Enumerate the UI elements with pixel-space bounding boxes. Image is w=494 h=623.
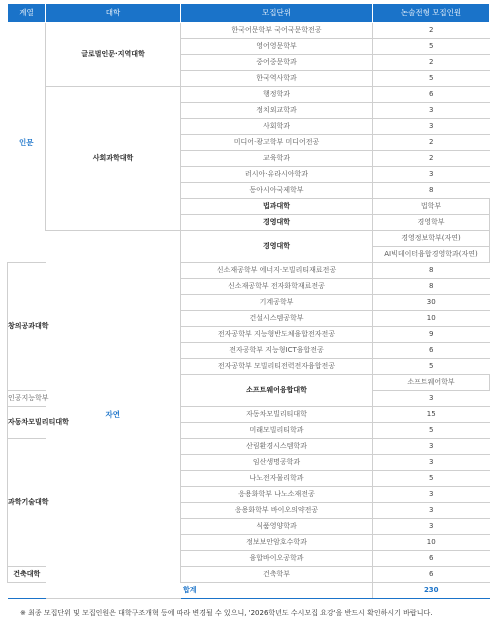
count-cell: 6 <box>373 342 490 358</box>
count-cell: 8 <box>373 278 490 294</box>
footnote: ※ 최종 모집단위 및 모집인원은 대학구조개혁 등에 따라 변경될 수 있으니, '2026학년도 수시모집 요강'을 반드시 확인하시기 바랍니다. <box>20 609 433 617</box>
unit-cell: 인공지능학부 <box>8 390 46 406</box>
count-cell: 10 <box>373 534 490 550</box>
unit-cell: 경영정보학부(자연) <box>373 230 490 246</box>
count-cell: 3 <box>373 166 490 182</box>
count-cell: 3 <box>373 438 490 454</box>
table-row <box>8 86 490 102</box>
college-cell: 사회과학대학 <box>46 86 181 230</box>
count-cell: 30 <box>373 294 490 310</box>
table-header-row <box>8 4 490 22</box>
college-cell: 창의공과대학 <box>8 262 46 390</box>
unit-cell: 신소재공학부 에너지·모빌리티재료전공 <box>181 262 373 278</box>
college-cell: 건축대학 <box>8 566 46 582</box>
count-cell: 9 <box>373 326 490 342</box>
unit-cell: 전자공학부 지능형반도체융합전자전공 <box>181 326 373 342</box>
count-cell: 2 <box>373 54 490 70</box>
unit-cell: AI빅데이터융합경영학과(자연) <box>373 246 490 262</box>
unit-cell: 행정학과 <box>181 86 373 102</box>
count-cell: 2 <box>373 22 490 38</box>
field-cell: 자연 <box>46 230 181 598</box>
unit-cell: 신소재공학부 전자화학재료전공 <box>181 278 373 294</box>
header-college: 대학 <box>46 4 181 22</box>
header-unit: 모집단위 <box>181 4 373 22</box>
unit-cell: 경영학부 <box>373 214 490 230</box>
header-field: 계열 <box>8 4 46 22</box>
count-cell: 3 <box>373 518 490 534</box>
count-cell: 3 <box>373 502 490 518</box>
total-value: 230 <box>373 582 490 598</box>
unit-cell: 러시아·유라시아학과 <box>181 166 373 182</box>
count-cell: 3 <box>373 486 490 502</box>
unit-cell: 건설시스템공학부 <box>181 310 373 326</box>
unit-cell: 전자공학부 모빌리티전력전자융합전공 <box>181 358 373 374</box>
unit-cell: 건축학부 <box>181 566 373 582</box>
unit-cell: 융합바이오공학과 <box>181 550 373 566</box>
unit-cell: 나노전자물리학과 <box>181 470 373 486</box>
count-cell: 5 <box>373 70 490 86</box>
count-cell: 6 <box>373 566 490 582</box>
count-cell: 15 <box>373 406 490 422</box>
table-row <box>8 22 490 38</box>
unit-cell: 소프트웨어학부 <box>373 374 490 390</box>
college-cell: 법과대학 <box>181 198 373 214</box>
count-cell: 5 <box>373 470 490 486</box>
college-cell: 경영대학 <box>181 214 373 230</box>
count-cell: 8 <box>373 262 490 278</box>
unit-cell: 교육학과 <box>181 150 373 166</box>
count-cell: 3 <box>373 390 490 406</box>
count-cell: 10 <box>373 310 490 326</box>
unit-cell: 사회학과 <box>181 118 373 134</box>
unit-cell: 한국어문학부 국어국문학전공 <box>181 22 373 38</box>
unit-cell: 한국역사학과 <box>181 70 373 86</box>
college-cell: 경영대학 <box>181 230 373 262</box>
count-cell: 5 <box>373 358 490 374</box>
count-cell: 3 <box>373 118 490 134</box>
count-cell: 2 <box>373 134 490 150</box>
unit-cell: 정보보안암호수학과 <box>181 534 373 550</box>
count-cell: 3 <box>373 454 490 470</box>
table-row <box>8 230 490 246</box>
count-cell: 6 <box>373 86 490 102</box>
unit-cell: 자동차모빌리티대학 <box>181 406 373 422</box>
count-cell: 3 <box>373 102 490 118</box>
header-count: 논술전형 모집인원 <box>373 4 490 22</box>
unit-cell: 산림환경시스템학과 <box>181 438 373 454</box>
total-label: 합계 <box>8 582 373 598</box>
unit-cell: 응용화학부 나노소재전공 <box>181 486 373 502</box>
count-cell: 6 <box>373 550 490 566</box>
unit-cell: 동아시아국제학부 <box>181 182 373 198</box>
unit-cell: 미래모빌리티학과 <box>181 422 373 438</box>
unit-cell: 미디어·광고학부 미디어전공 <box>181 134 373 150</box>
count-cell: 5 <box>373 38 490 54</box>
college-cell: 소프트웨어융합대학 <box>181 374 373 406</box>
count-cell: 5 <box>373 422 490 438</box>
count-cell: 2 <box>373 150 490 166</box>
unit-cell: 임산생명공학과 <box>181 454 373 470</box>
college-cell: 글로벌인문·지역대학 <box>46 22 181 86</box>
unit-cell: 영어영문학부 <box>181 38 373 54</box>
unit-cell: 기계공학부 <box>181 294 373 310</box>
unit-cell: 중어중문학과 <box>181 54 373 70</box>
unit-cell: 전자공학부 지능형ICT융합전공 <box>181 342 373 358</box>
unit-cell: 법학부 <box>373 198 490 214</box>
field-cell: 인문 <box>8 22 46 262</box>
unit-cell: 식품영양학과 <box>181 518 373 534</box>
admission-quota-table <box>7 4 490 599</box>
table-body <box>8 22 490 598</box>
college-cell: 과학기술대학 <box>8 438 46 566</box>
college-cell: 자동차모빌리티대학 <box>8 406 46 438</box>
unit-cell: 응용화학부 바이오의약전공 <box>181 502 373 518</box>
count-cell: 8 <box>373 182 490 198</box>
admission-table-container <box>7 4 489 599</box>
unit-cell: 정치외교학과 <box>181 102 373 118</box>
total-row <box>8 582 490 598</box>
